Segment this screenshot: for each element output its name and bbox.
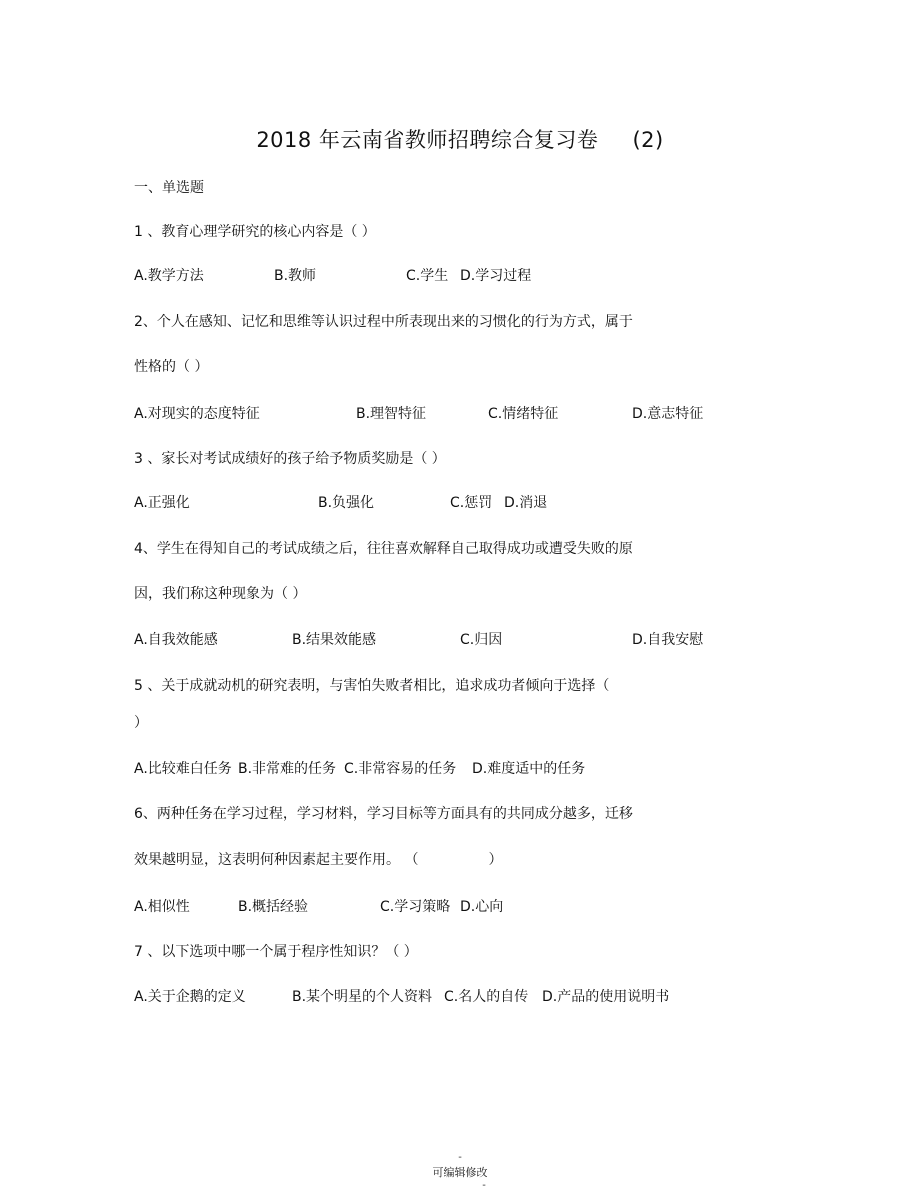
option-d: D.消退	[504, 495, 548, 511]
option-b: B.负强化	[318, 495, 375, 511]
option-d: D.难度适中的任务	[472, 761, 586, 777]
question-5-stem-line-2: ）	[134, 715, 148, 731]
option-d: D.心向	[460, 899, 504, 915]
option-a: A.关于企鹅的定义	[134, 989, 246, 1005]
option-a: A.相似性	[134, 899, 190, 915]
option-a: A.自我效能感	[134, 632, 218, 648]
option-c: C.学生	[406, 268, 449, 284]
question-2-stem-line-2: 性格的（ ）	[134, 359, 209, 375]
question-4-stem-line-1: 4、学生在得知自己的考试成绩之后，往往喜欢解释自己取得成功或遭受失败的原	[134, 541, 633, 557]
option-c: C.学习策略	[380, 899, 451, 915]
option-b: B.结果效能感	[292, 632, 377, 648]
option-a: A.正强化	[134, 495, 190, 511]
option-d: D.产品的使用说明书	[542, 989, 670, 1005]
section-heading: 一、单选题	[134, 180, 204, 196]
footer-dash-top: -	[458, 1152, 462, 1163]
option-c: C.惩罚	[450, 495, 493, 511]
title-number: (2)	[632, 128, 664, 152]
option-b: B.理智特征	[356, 406, 427, 422]
option-d: D.自我安慰	[632, 632, 704, 648]
option-c: C.归因	[460, 632, 503, 648]
document-title	[0, 124, 920, 154]
option-b: B.概括经验	[238, 899, 309, 915]
option-d: D.学习过程	[460, 268, 532, 284]
question-6-stem-line-1: 6、两种任务在学习过程，学习材料，学习目标等方面具有的共同成分越多，迁移	[134, 806, 633, 822]
option-c: C.情绪特征	[488, 406, 559, 422]
option-a: A.对现实的态度特征	[134, 406, 260, 422]
question-6-stem-line-2: 效果越明显，这表明何种因素起主要作用。 （ ）	[134, 852, 503, 868]
footer-dash-bottom: -	[482, 1180, 486, 1191]
option-d: D.意志特征	[632, 406, 704, 422]
option-b: B.某个明星的个人资料	[292, 989, 433, 1005]
option-a: A.比较难白任务	[134, 761, 232, 777]
footer-text: 可编辑修改	[432, 1166, 488, 1179]
question-4-stem-line-2: 因，我们称这种现象为（ ）	[134, 586, 307, 602]
question-2-stem-line-1: 2、个人在感知、记忆和思维等认识过程中所表现出来的习惯化的行为方式，属于	[134, 314, 633, 330]
title-main: 2018 年云南省教师招聘综合复习卷	[256, 128, 599, 152]
option-a: A.教学方法	[134, 268, 204, 284]
question-5-stem-line-1: 5 、关于成就动机的研究表明，与害怕失败者相比，追求成功者倾向于选择（	[134, 678, 610, 694]
option-c: C.非常容易的任务	[344, 761, 457, 777]
option-c: C.名人的自传	[444, 989, 529, 1005]
option-b: B.教师	[274, 268, 317, 284]
option-b: B.非常难的任务	[238, 761, 337, 777]
question-1-stem: 1 、教育心理学研究的核心内容是（ ）	[134, 224, 376, 240]
question-7-stem: 7 、以下选项中哪一个属于程序性知识？（ ）	[134, 944, 418, 960]
question-3-stem: 3 、家长对考试成绩好的孩子给予物质奖励是（ ）	[134, 451, 446, 467]
